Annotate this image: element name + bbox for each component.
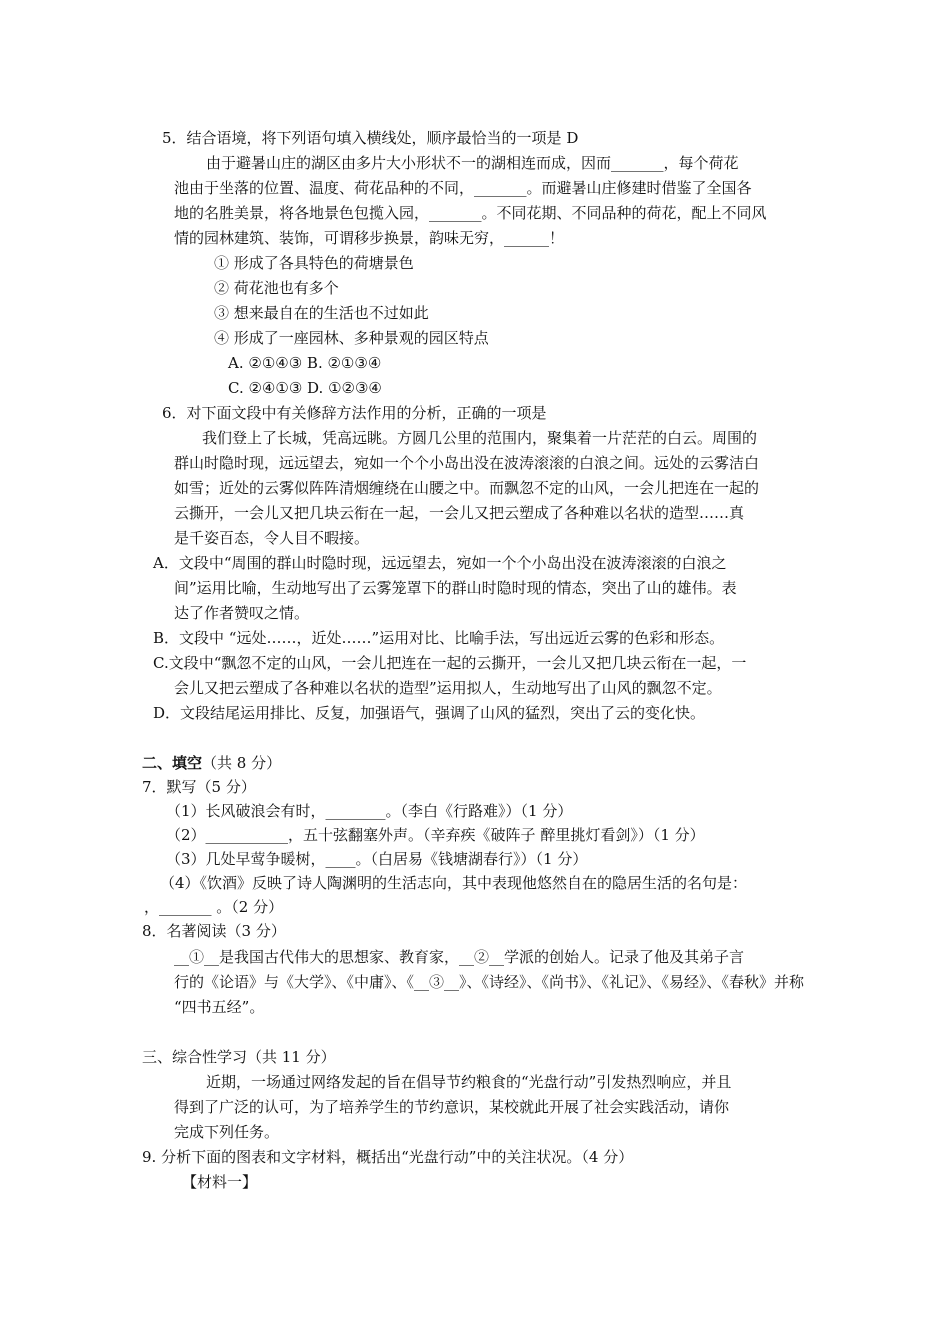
q5-passage-line-2: 池由于坐落的位置、温度、荷花品种的不同，_______。而避暑山庄修建时借鉴了全国各 bbox=[174, 179, 752, 197]
q7-item-4: （4）《饮酒》反映了诗人陶渊明的生活志向，其中表现他悠然自在的隐居生活的名句是： bbox=[160, 874, 748, 892]
q6-option-a-line-1: A．文段中“周围的群山时隐时现，远远望去，宛如一个个小岛出没在波涛滚滚的白浪之 bbox=[153, 554, 727, 572]
q6-option-c-line-1: C.文段中“飘忽不定的山风，一会儿把连在一起的云撕开，一会儿又把几块云衔在一起，一 bbox=[153, 654, 747, 672]
section-2-heading-bold: 二、填空 bbox=[142, 754, 203, 772]
q6-title: 6．对下面文段中有关修辞方法作用的分析，正确的一项是 bbox=[162, 404, 547, 422]
q6-option-c-line-2: 会儿又把云塑成了各种难以名状的造型”运用拟人，生动地写出了山风的飘忽不定。 bbox=[174, 679, 722, 697]
q7-item-4-blank: ，_______ 。（2 分） bbox=[144, 898, 284, 916]
q5-title: 5．结合语境，将下列语句填入横线处，顺序最恰当的一项是 D bbox=[162, 129, 579, 147]
q7-item-3: （3）几处早莺争暖树，____。（白居易《钱塘湖春行》）（1 分） bbox=[166, 850, 588, 868]
q6-option-d: D．文段结尾运用排比、反复，加强语气，强调了山风的猛烈，突出了云的变化快。 bbox=[153, 704, 706, 722]
sec3-passage-line-2: 得到了广泛的认可，为了培养学生的节约意识，某校就此开展了社会实践活动，请你 bbox=[174, 1098, 730, 1116]
q6-option-a-line-3: 达了作者赞叹之情。 bbox=[174, 604, 310, 622]
q7-title: 7．默写（5 分） bbox=[142, 778, 256, 796]
q6-passage-line-5: 是千姿百态，令人目不暇接。 bbox=[174, 529, 370, 547]
q6-passage-line-3: 如雪；近处的云雾似阵阵清烟缠绕在山腰之中。而飘忽不定的山风，一会儿把连在一起的 bbox=[174, 479, 760, 497]
q5-passage-line-3: 地的名胜美景，将各地景色包揽入园，_______。不同花期、不同品种的荷花，配上不同风 bbox=[174, 204, 767, 222]
sec3-passage-line-1: 近期，一场通过网络发起的旨在倡导节约粮食的“光盘行动”引发热烈响应，并且 bbox=[206, 1073, 732, 1091]
q6-passage-line-4: 云撕开，一会儿又把几块云衔在一起，一会儿又把云塑成了各种难以名状的造型……真 bbox=[174, 504, 745, 522]
q8-line-3: “四书五经”。 bbox=[174, 998, 265, 1016]
sec3-passage-line-3: 完成下列任务。 bbox=[174, 1123, 280, 1141]
section-3-heading: 三、综合性学习（共 11 分） bbox=[142, 1048, 336, 1066]
q5-passage-line-4: 情的园林建筑、装饰，可谓移步换景，韵味无穷，______！ bbox=[174, 229, 565, 247]
q7-item-1: （1）长风破浪会有时，________。（李白《行路难》）（1 分） bbox=[166, 802, 573, 820]
q6-option-a-line-2: 间”运用比喻，生动地写出了云雾笼罩下的群山时隐时现的情态，突出了山的雄伟。表 bbox=[174, 579, 737, 597]
section-2-heading bbox=[142, 752, 281, 774]
q9-title: 9. 分析下面的图表和文字材料，概括出“光盘行动”中的关注状况。（4 分） bbox=[142, 1148, 634, 1166]
q8-line-2: 行的《论语》与《大学》、《中庸》、《__③__》、《诗经》、《尚书》、《礼记》、《易经》、《春秋》并称 bbox=[174, 973, 805, 991]
q6-passage-line-1: 我们登上了长城，凭高远眺。方圆几公里的范围内，聚集着一片茫茫的白云。周围的 bbox=[202, 429, 758, 447]
q5-item-4: ④ 形成了一座园林、多种景观的园区特点 bbox=[214, 329, 489, 347]
q8-title: 8．名著阅读（3 分） bbox=[142, 922, 286, 940]
q6-passage-line-2: 群山时隐时现，远远望去，宛如一个个小岛出没在波涛滚滚的白浪之间。远处的云雾洁白 bbox=[174, 454, 760, 472]
q6-option-b: B．文段中 “远处……，近处……”运用对比、比喻手法，写出远近云雾的色彩和形态。 bbox=[153, 629, 725, 647]
q5-options-ab: A. ②①④③ B. ②①③④ bbox=[228, 354, 382, 372]
q5-item-3: ③ 想来最自在的生活也不过如此 bbox=[214, 304, 429, 322]
section-2-heading-points: （共 8 分） bbox=[202, 754, 282, 772]
q8-line-1: __①__是我国古代伟大的思想家、教育家，__②__学派的创始人。记录了他及其弟子言 bbox=[174, 948, 745, 966]
material-one-label: 【材料一】 bbox=[182, 1173, 258, 1191]
q7-item-2: （2）___________，五十弦翻塞外声。（辛弃疾《破阵子 醉里挑灯看剑》）（1 分） bbox=[166, 826, 705, 844]
q5-item-1: ① 形成了各具特色的荷塘景色 bbox=[214, 254, 414, 272]
q5-item-2: ② 荷花池也有多个 bbox=[214, 279, 339, 297]
q5-options-cd: C. ②④①③ D. ①②③④ bbox=[228, 379, 382, 397]
q5-passage-line-1: 由于避暑山庄的湖区由多片大小形状不一的湖相连而成，因而_______，每个荷花 bbox=[206, 154, 739, 172]
